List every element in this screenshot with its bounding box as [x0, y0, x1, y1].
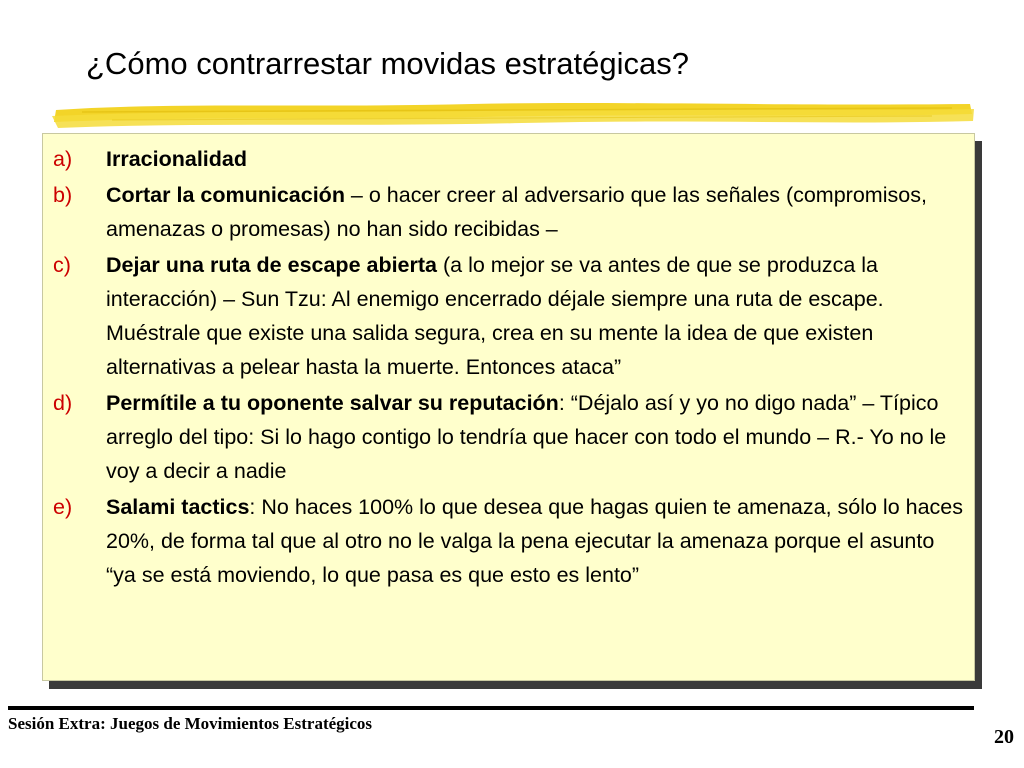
item-list [53, 142, 968, 594]
item-marker: b) [53, 183, 73, 207]
list-item [53, 490, 968, 592]
list-item [53, 248, 968, 384]
item-text: : “Déjalo así y yo no digo nada” – Típico arreglo del tipo: Si lo hago contigo lo tendría que hacer con todo el mundo – R.- Yo no le voy a decir a nadie [106, 391, 947, 483]
item-heading: Salami tactics [106, 495, 250, 519]
item-marker: c) [53, 253, 71, 277]
slide-title: ¿Cómo contrarrestar movidas estratégicas? [86, 46, 690, 81]
item-text: (a lo mejor se va antes de que se produzca la interacción) – Sun Tzu: Al enemigo encerrado déjale siempre una ruta de escape. Muéstrale que existe una salida segura, crea en su mente la idea de que existen alternativas a pelear hasta la muerte. Entonces ataca” [106, 253, 884, 379]
page-number: 20 [994, 726, 1014, 748]
item-heading: Irracionalidad [106, 147, 247, 171]
footer-rule [8, 706, 974, 710]
item-text: : No haces 100% lo que desea que hagas quien te amenaza, sólo lo haces 20%, de forma tal que al otro no le valga la pena ejecutar la amenaza porque el asunto “ya se está moviendo, lo que pasa es que esto es lento” [106, 495, 964, 587]
item-marker: a) [53, 147, 73, 171]
item-text: – o hacer creer al adversario que las señales (compromisos, amenazas o promesas) no han sido recibidas – [106, 183, 927, 241]
content-box [42, 133, 975, 681]
item-heading: Dejar una ruta de escape abierta [106, 253, 438, 277]
item-marker: e) [53, 495, 73, 519]
item-marker: d) [53, 391, 73, 415]
footer-title: Sesión Extra: Juegos de Movimientos Estratégicos [8, 714, 373, 733]
item-heading: Permítile a tu oponente salvar su reputación [106, 391, 559, 415]
list-item [53, 178, 968, 246]
item-heading: Cortar la comunicación [106, 183, 345, 207]
list-item [53, 142, 968, 176]
list-item [53, 386, 968, 488]
title-highlight-stroke [52, 100, 974, 130]
